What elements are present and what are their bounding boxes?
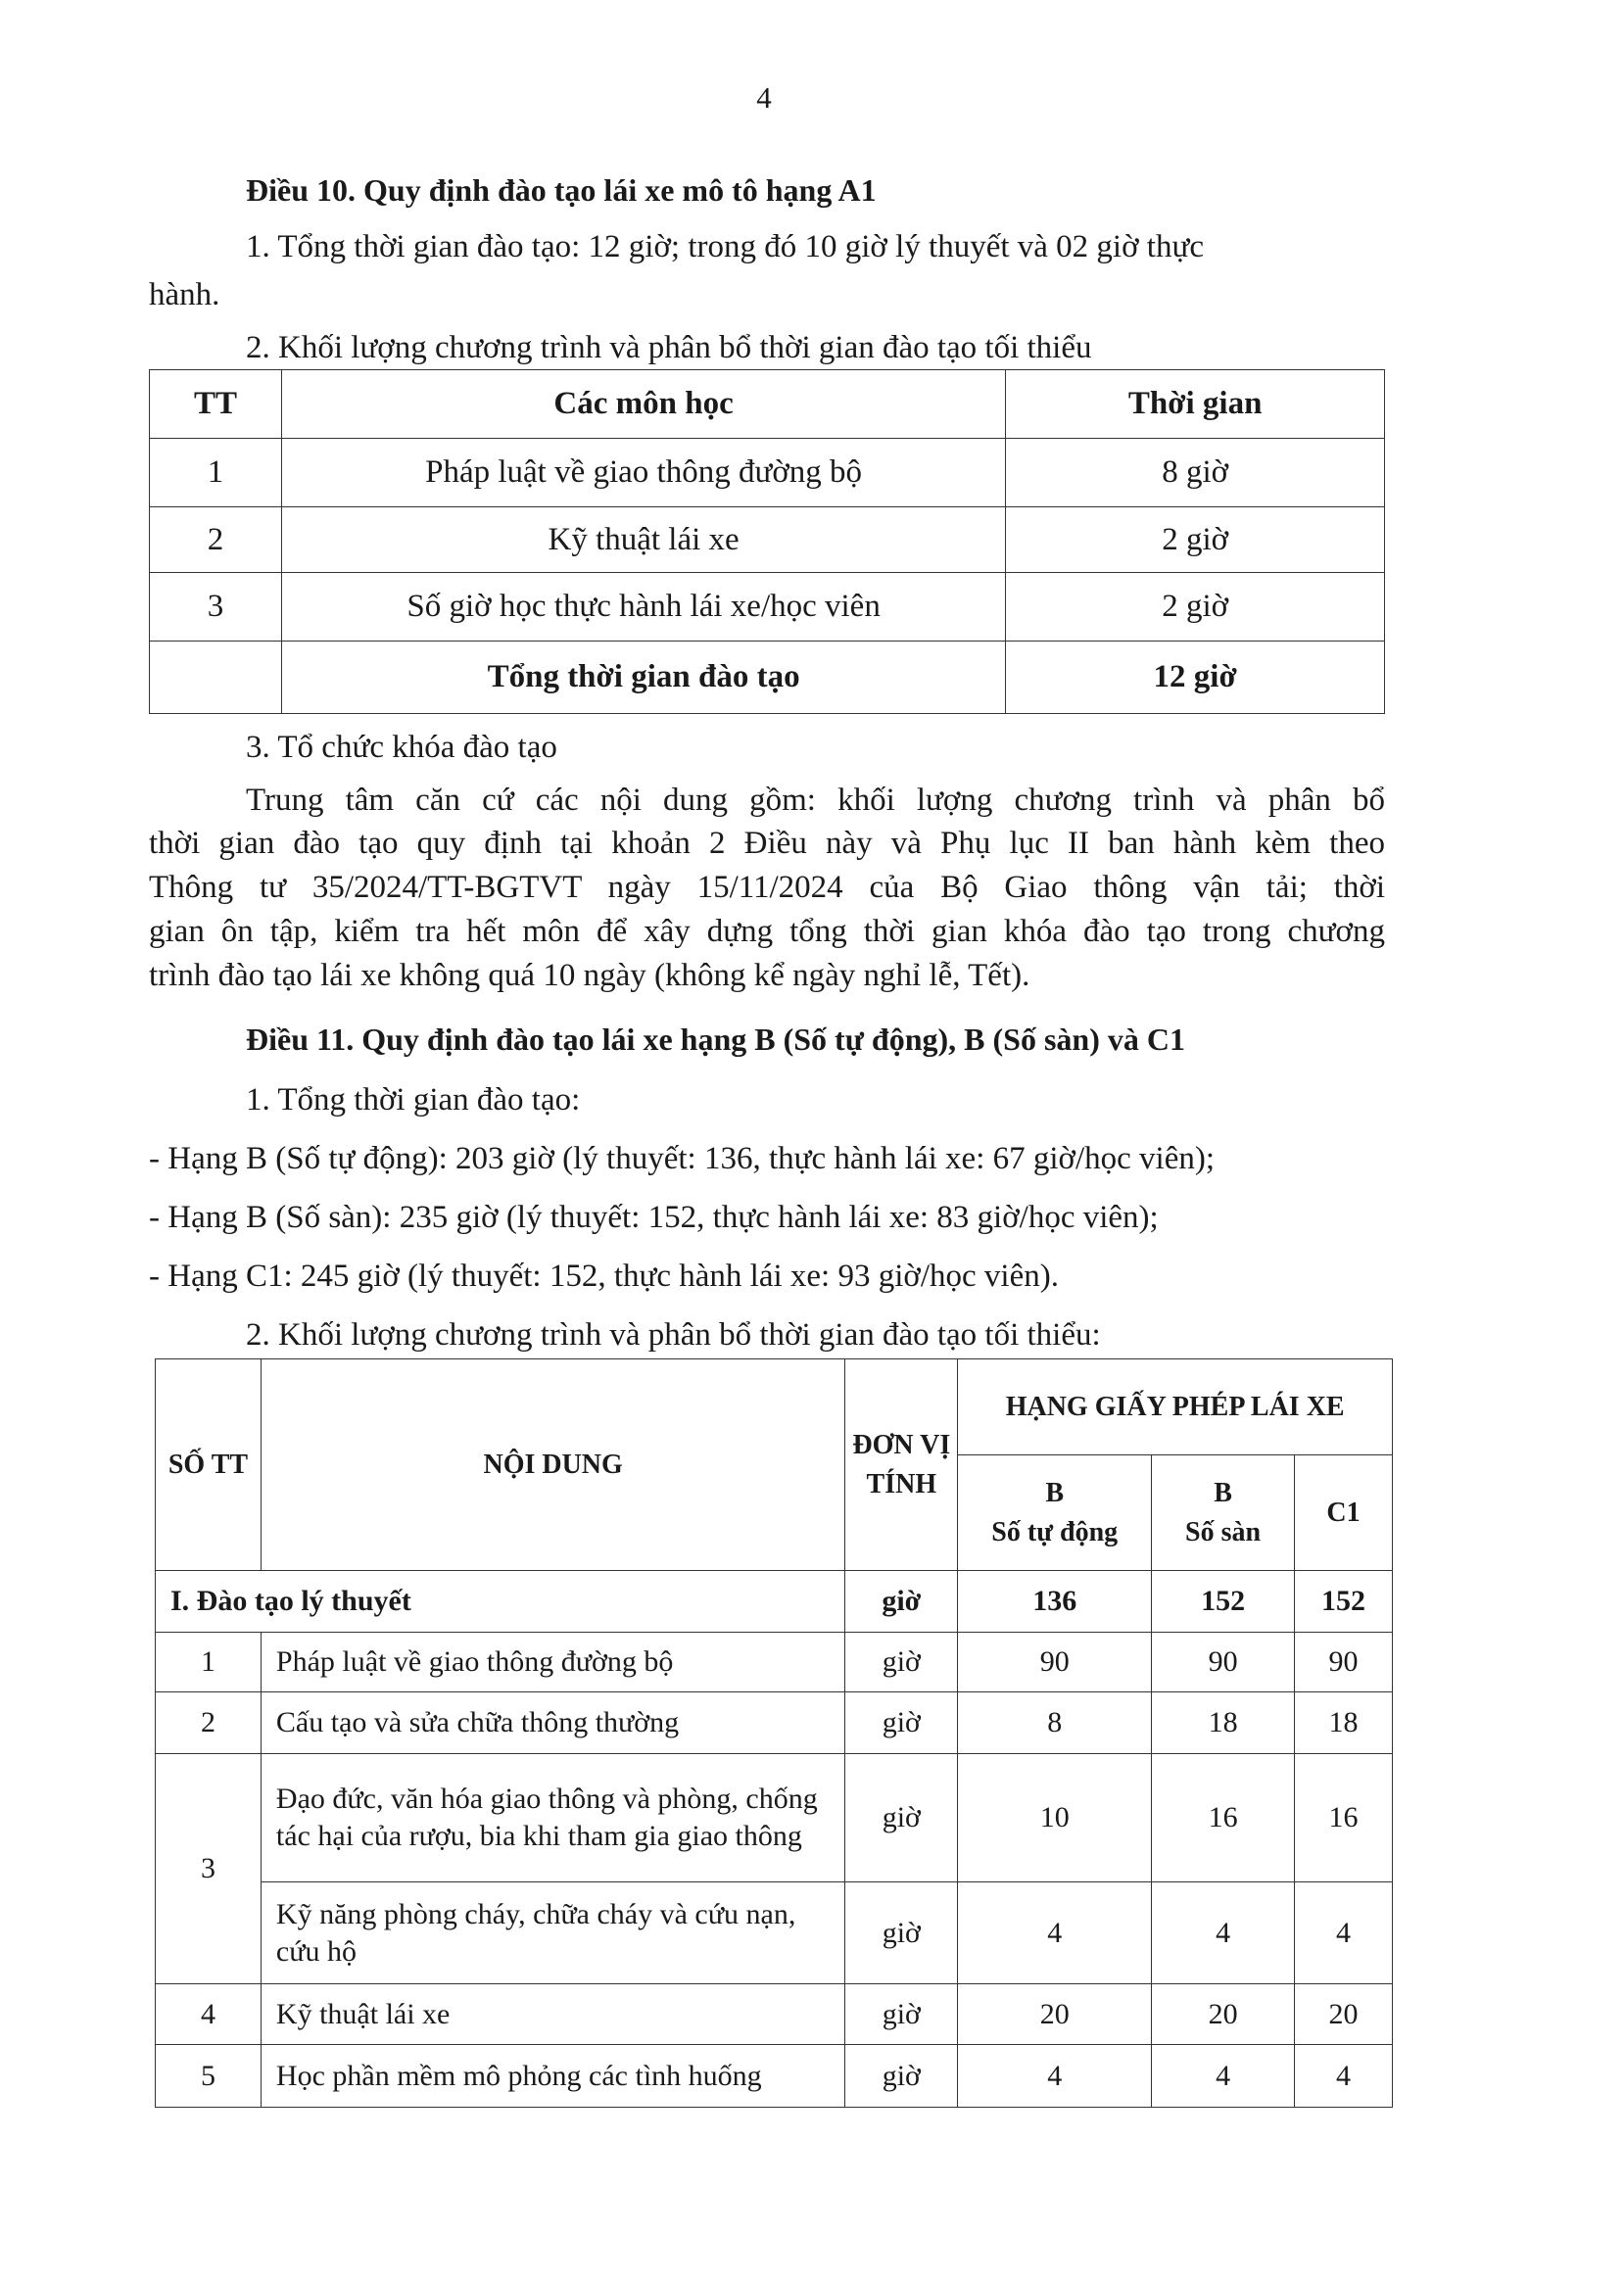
cell-b-manual: 18 — [1152, 1692, 1295, 1754]
col-header-stt: SỐ TT — [156, 1359, 262, 1571]
article-10-heading: Điều 10. Quy định đào tạo lái xe mô tô hạng A1 — [246, 172, 877, 208]
cell-content: Cấu tạo và sửa chữa thông thường — [261, 1692, 844, 1754]
cell-tt: 3 — [150, 573, 282, 642]
table-row — [156, 1882, 1393, 1984]
table-row — [156, 1984, 1393, 2045]
cell-stt: 3 — [156, 1754, 262, 1984]
article-11-heading: Điều 11. Quy định đào tạo lái xe hạng B (Số tự động), B (Số sàn) và C1 — [246, 1022, 1185, 1057]
cell-b-manual: 16 — [1152, 1754, 1295, 1882]
table-row — [156, 1692, 1393, 1754]
cell-content: Học phần mềm mô phỏng các tình huống — [261, 2045, 844, 2108]
cell-b-auto: 136 — [958, 1571, 1152, 1633]
col-header-content: NỘI DUNG — [261, 1359, 844, 1571]
a1-training-table — [149, 369, 1385, 714]
b-auto-label: Số tự động — [991, 1516, 1119, 1547]
b-manual-class: B — [1214, 1477, 1232, 1508]
cell-unit: giờ — [845, 1882, 958, 1984]
license-hours-item: - Hạng B (Số tự động): 203 giờ (lý thuyết: 136, thực hành lái xe: 67 giờ/học viên); — [149, 1141, 1216, 1176]
cell-stt: 2 — [156, 1692, 262, 1754]
table-row — [150, 507, 1385, 573]
total-value: 12 giờ — [1006, 642, 1385, 714]
b-manual-label: Số sàn — [1185, 1516, 1262, 1547]
col-header-time: Thời gian — [1006, 370, 1385, 439]
cell-content: Kỹ thuật lái xe — [261, 1984, 844, 2045]
col-header-b-manual — [1152, 1455, 1295, 1571]
cell-subject: Kỹ thuật lái xe — [281, 507, 1005, 573]
b-c1-training-table — [155, 1358, 1393, 2108]
col-header-unit: ĐƠN VỊ TÍNH — [845, 1359, 958, 1571]
cell-stt: 1 — [156, 1633, 262, 1692]
article-11-item-2: 2. Khối lượng chương trình và phân bổ thời gian đào tạo tối thiểu: — [246, 1317, 1101, 1353]
total-label: Tổng thời gian đào tạo — [281, 642, 1005, 714]
cell-b-manual: 4 — [1152, 2045, 1295, 2108]
paragraph-line: Trung tâm căn cứ các nội dung gồm: khối lượng chương trình và phân bổ — [246, 783, 1385, 818]
cell-c1: 20 — [1295, 1984, 1393, 2045]
cell-b-auto: 4 — [958, 1882, 1152, 1984]
cell-stt: 5 — [156, 2045, 262, 2108]
paragraph-line: Thông tư 35/2024/TT-BGTVT ngày 15/11/2024 của Bộ Giao thông vận tải; thời — [149, 870, 1385, 905]
cell-c1: 4 — [1295, 2045, 1393, 2108]
cell-b-auto: 90 — [958, 1633, 1152, 1692]
paragraph-line: trình đào tạo lái xe không quá 10 ngày (không kể ngày nghỉ lễ, Tết). — [149, 958, 1030, 993]
col-header-tt: TT — [150, 370, 282, 439]
article-11-item-1: 1. Tổng thời gian đào tạo: — [246, 1082, 581, 1118]
cell-unit: giờ — [845, 1633, 958, 1692]
article-10-item-3: 3. Tổ chức khóa đào tạo — [246, 730, 557, 765]
table-row — [150, 573, 1385, 642]
cell-b-manual: 152 — [1152, 1571, 1295, 1633]
cell-unit: giờ — [845, 1692, 958, 1754]
cell-tt — [150, 642, 282, 714]
paragraph-line: thời gian đào tạo quy định tại khoản 2 Điều này và Phụ lục II ban hành kèm theo — [149, 826, 1385, 861]
cell-unit: giờ — [845, 1984, 958, 2045]
cell-b-manual: 90 — [1152, 1633, 1295, 1692]
cell-content: Kỹ năng phòng cháy, chữa cháy và cứu nạn, cứu hộ — [261, 1882, 844, 1984]
cell-time: 2 giờ — [1006, 507, 1385, 573]
article-10-item-2: 2. Khối lượng chương trình và phân bổ thời gian đào tạo tối thiểu — [246, 330, 1092, 365]
table-row — [156, 2045, 1393, 2108]
table-total-row — [150, 642, 1385, 714]
cell-c1: 16 — [1295, 1754, 1393, 1882]
cell-c1: 18 — [1295, 1692, 1393, 1754]
cell-stt: 4 — [156, 1984, 262, 2045]
table-row — [156, 1754, 1393, 1882]
cell-b-auto: 4 — [958, 2045, 1152, 2108]
table-row — [150, 439, 1385, 507]
cell-time: 8 giờ — [1006, 439, 1385, 507]
cell-unit: giờ — [845, 1571, 958, 1633]
cell-unit: giờ — [845, 2045, 958, 2108]
col-header-b-auto — [958, 1455, 1152, 1571]
cell-content: Pháp luật về giao thông đường bộ — [261, 1633, 844, 1692]
cell-b-auto: 10 — [958, 1754, 1152, 1882]
b-auto-class: B — [1045, 1477, 1065, 1508]
cell-tt: 1 — [150, 439, 282, 507]
cell-subject: Pháp luật về giao thông đường bộ — [281, 439, 1005, 507]
col-header-c1: C1 — [1295, 1455, 1393, 1571]
col-header-subject: Các môn học — [281, 370, 1005, 439]
col-header-license: HẠNG GIẤY PHÉP LÁI XE — [958, 1359, 1393, 1455]
cell-unit: giờ — [845, 1754, 958, 1882]
table-row — [156, 1633, 1393, 1692]
cell-b-auto: 20 — [958, 1984, 1152, 2045]
cell-b-manual: 20 — [1152, 1984, 1295, 2045]
section-label: I. Đào tạo lý thuyết — [156, 1571, 845, 1633]
cell-c1: 90 — [1295, 1633, 1393, 1692]
cell-c1: 4 — [1295, 1882, 1393, 1984]
article-10-item-1: 1. Tổng thời gian đào tạo: 12 giờ; trong đó 10 giờ lý thuyết và 02 giờ thực — [246, 229, 1204, 264]
page-number: 4 — [756, 80, 772, 115]
cell-time: 2 giờ — [1006, 573, 1385, 642]
cell-subject: Số giờ học thực hành lái xe/học viên — [281, 573, 1005, 642]
paragraph-line: gian ôn tập, kiểm tra hết môn để xây dựng tổng thời gian khóa đào tạo trong chương — [149, 914, 1385, 949]
cell-b-manual: 4 — [1152, 1882, 1295, 1984]
cell-content: Đạo đức, văn hóa giao thông và phòng, chống tác hại của rượu, bia khi tham gia giao thông — [261, 1754, 844, 1882]
cell-tt: 2 — [150, 507, 282, 573]
cell-b-auto: 8 — [958, 1692, 1152, 1754]
article-10-item-1-cont: hành. — [149, 277, 220, 312]
section-row — [156, 1571, 1393, 1633]
cell-c1: 152 — [1295, 1571, 1393, 1633]
license-hours-item: - Hạng C1: 245 giờ (lý thuyết: 152, thực hành lái xe: 93 giờ/học viên). — [149, 1259, 1059, 1294]
license-hours-item: - Hạng B (Số sàn): 235 giờ (lý thuyết: 152, thực hành lái xe: 83 giờ/học viên); — [149, 1200, 1159, 1235]
